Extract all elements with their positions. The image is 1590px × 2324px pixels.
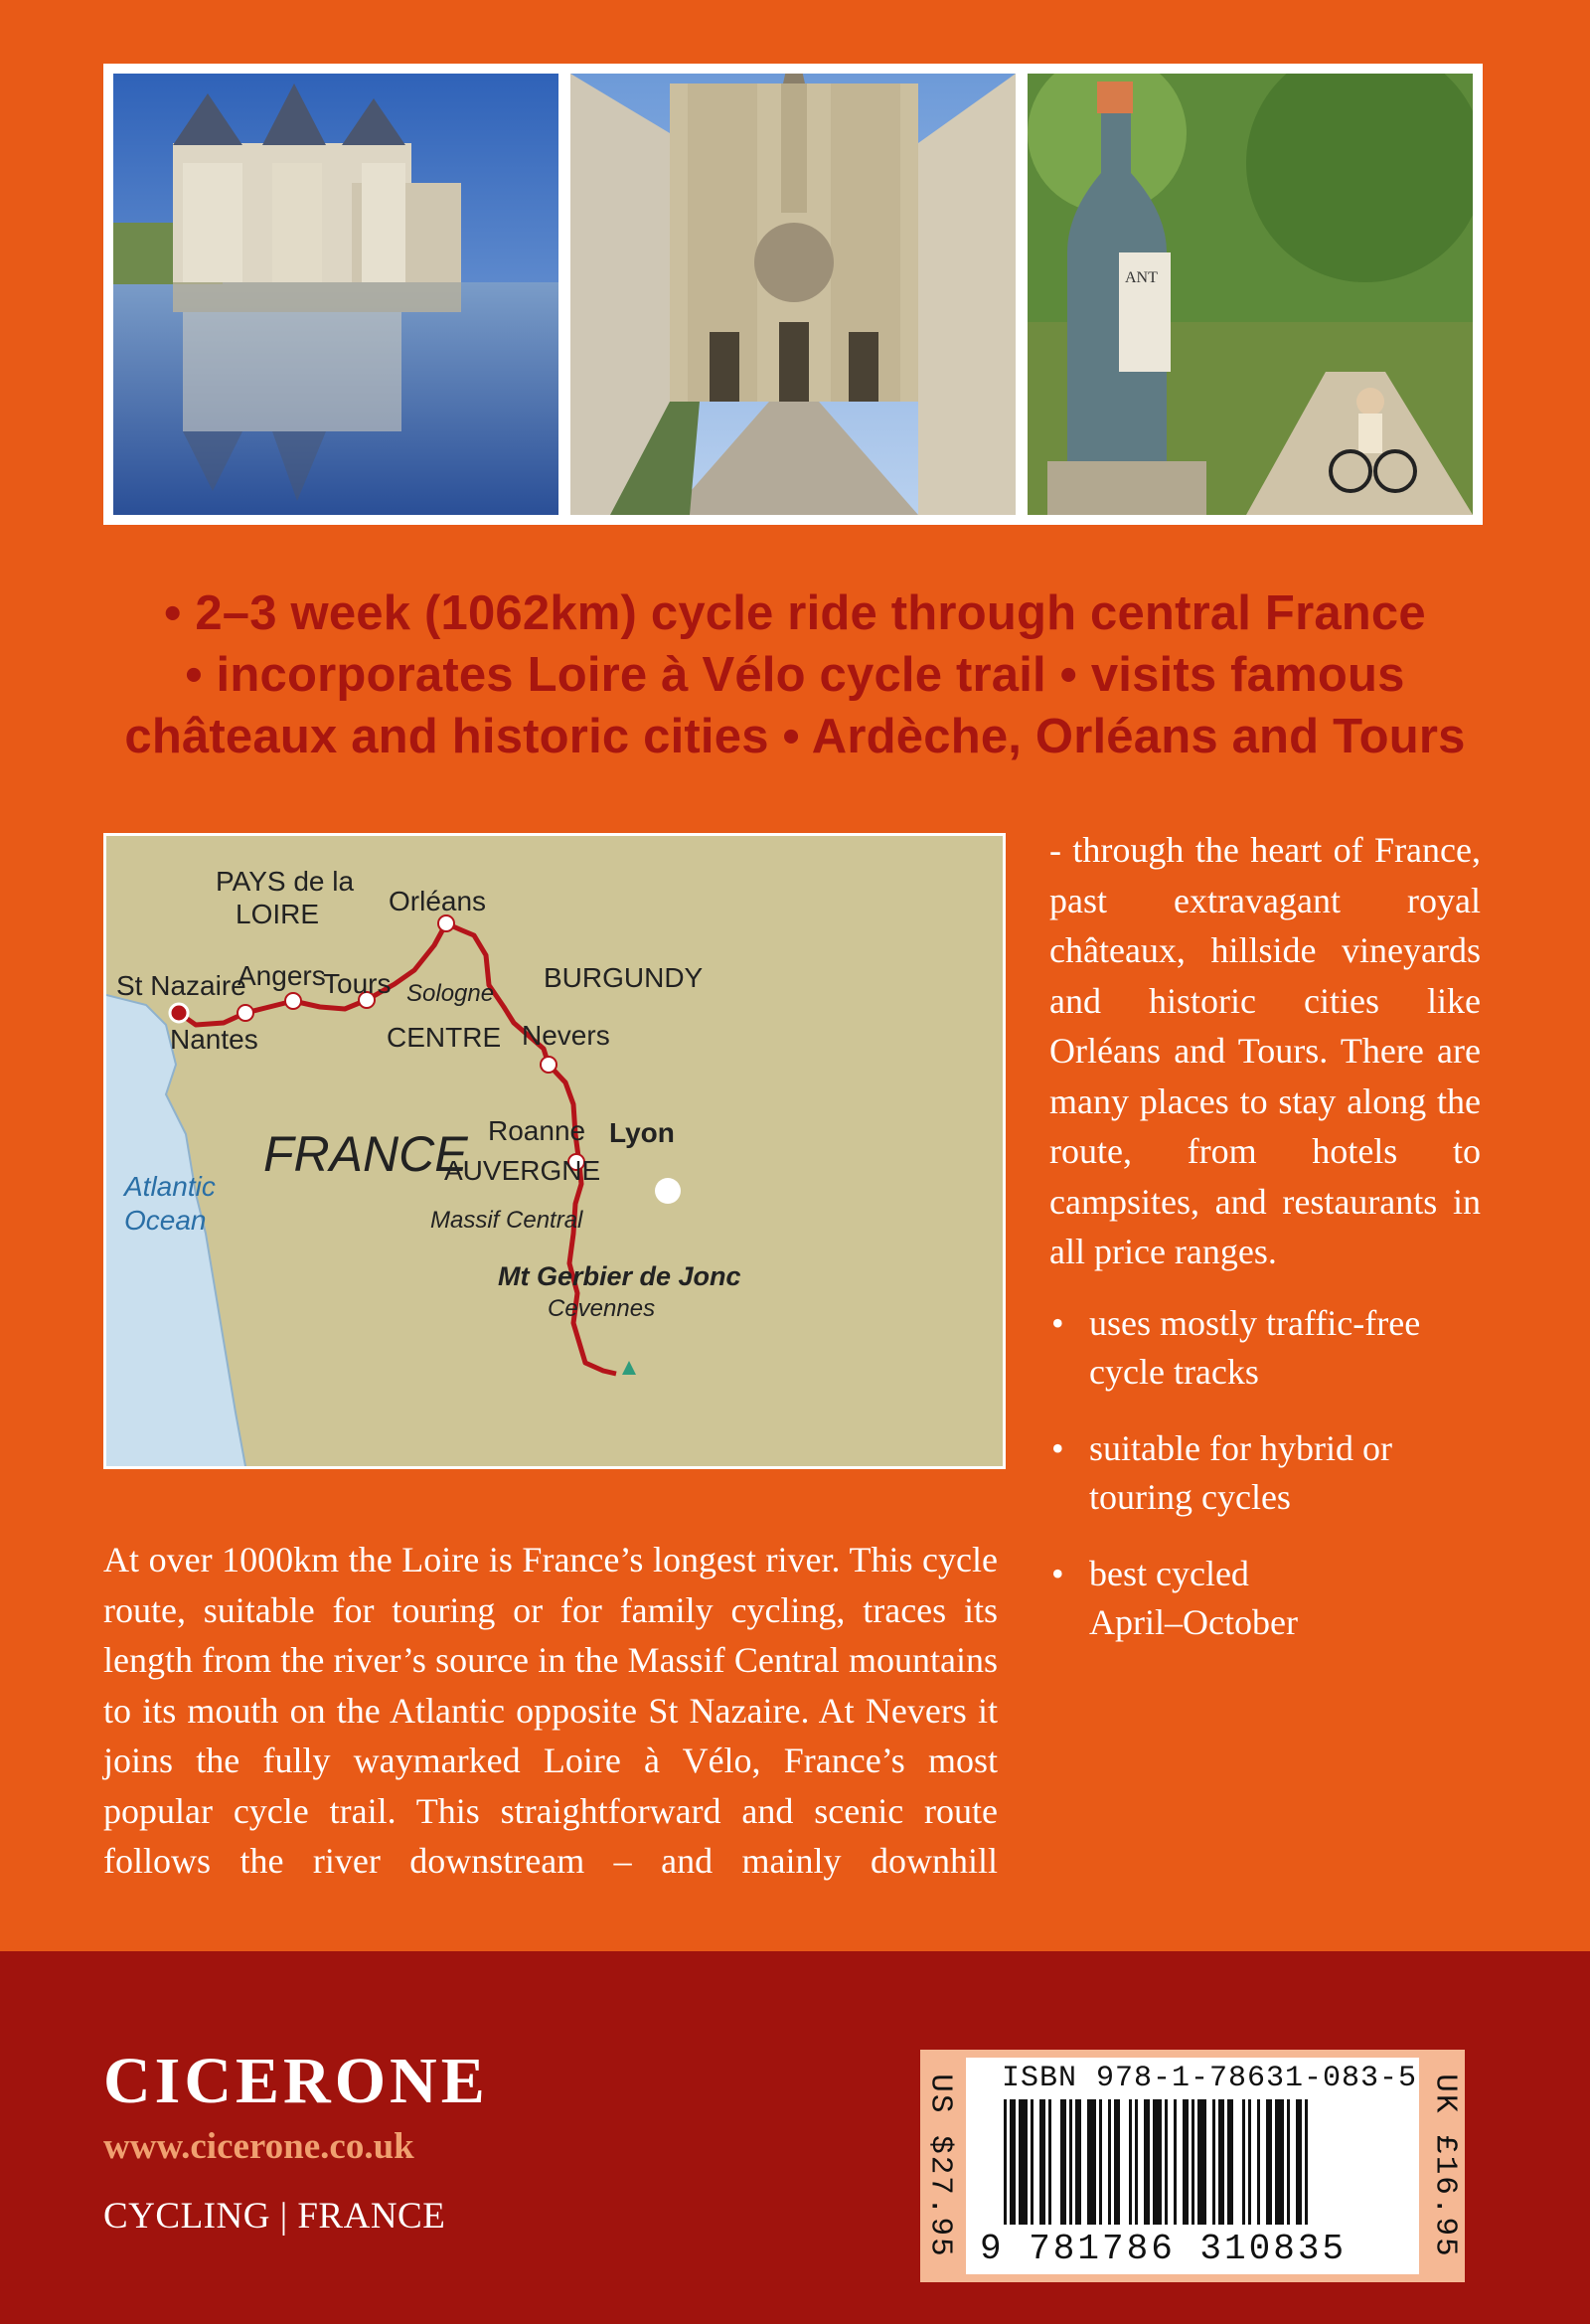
barcode-bar [1114,2099,1120,2225]
bottle-label-text: ANT [1125,269,1158,286]
bullet-icon: • [1051,1553,1064,1593]
feature-list [1049,1299,1481,1647]
barcode-bars [1004,2099,1405,2225]
map-label-cevennes: Cevennes [548,1295,656,1322]
barcode-bar [1075,2099,1081,2225]
description: At over 1000km the Loire is France’s longest river. This cycle route, suitable for touring or for family cycling, traces its length from the river’s source in the Massif Central mountains to its mouth on the Atlantic opposite St Nazaire. At Nevers it joins the fully waymarked Loire à Vélo, France’s most popular cycle trail. This straightforward and scenic route follows the river downstream – and mainly downhill [103,1540,998,1881]
route-map [103,833,1006,1469]
barcode-bar [1135,2099,1138,2225]
barcode-bar [1287,2099,1290,2225]
map-label-lyon: Lyon [609,1117,675,1148]
price-us-text: US $27.95 [922,2074,958,2258]
map-label-angers: Angers [238,960,326,991]
ean-text: 9 781786 310835 [980,2229,1348,2269]
footer-divider [0,1943,1590,1951]
barcode-bar [1227,2099,1233,2225]
category-label: CYCLING | FRANCE [103,2196,446,2237]
barcode-bar [1266,2099,1272,2225]
barcode-bar [1248,2099,1251,2225]
barcode-bar [1031,2099,1034,2225]
barcode-bar [1129,2099,1132,2225]
map-label-nantes: Nantes [170,1024,258,1055]
nevers-marker [541,1057,556,1073]
bullet-icon: • [1051,1427,1064,1468]
feature-text: uses mostly traffic-free [1089,1302,1421,1343]
map-label-pays: PAYS de la [216,866,355,897]
map-label-roanne: Roanne [488,1115,586,1146]
map-label-ocean: Ocean [124,1205,207,1236]
barcode-bar [1296,2099,1302,2225]
barcode-bar [1218,2099,1224,2225]
map-label-loire: LOIRE [236,899,320,929]
feature-item [1049,1299,1481,1397]
chateau-photo [113,74,558,515]
barcode-bar [1153,2099,1162,2225]
barcode-bar [1087,2099,1096,2225]
barcode-bar [1069,2099,1072,2225]
barcode-bar [1010,2099,1016,2225]
map-label-atlantic: Atlantic [124,1171,216,1202]
highlight-line: • incorporates Loire à Vélo cycle trail • visits famous [185,648,1405,702]
barcode-bar [1099,2099,1102,2225]
feature-text: cycle tracks [1089,1351,1259,1392]
wine-bottle-photo [1028,74,1473,515]
logo-text: CICERONE [103,2045,489,2112]
publisher-url[interactable]: www.cicerone.co.uk [103,2126,414,2167]
map-label-france: FRANCE [263,1126,468,1182]
map-label-st-nazaire: St Nazaire [116,970,246,1001]
map-label-centre: CENTRE [387,1022,502,1053]
barcode-bar [1197,2099,1206,2225]
barcode-bar [1004,2099,1007,2225]
highlight-line: • 2–3 week (1062km) cycle ride through central France [164,586,1426,640]
feature-text: suitable for hybrid or [1089,1427,1392,1468]
feature-text: touring cycles [1089,1476,1291,1517]
cathedral-photo [570,74,1016,515]
feature-item [1049,1550,1481,1647]
angers-marker [285,993,301,1009]
lyon-marker [655,1178,681,1204]
barcode-bar [1039,2099,1045,2225]
right-column [1049,825,1481,1675]
st-nazaire-marker [170,1004,188,1022]
map-label-massif: Massif Central [430,1207,583,1234]
barcode-bar [1192,2099,1194,2225]
intro-continued: - through the heart of France, past extravagant royal châteaux, hillside vineyards and historic cities like Orléans and Tours. There are many places to stay along the route, from hotels to campsites, and restaurants in all price ranges. [1049,830,1481,1271]
map-label-sologne: Sologne [406,980,495,1007]
barcode-bar [1060,2099,1066,2225]
barcode-bar [1144,2099,1150,2225]
bullet-icon: • [1051,1302,1064,1343]
map-label-gerbier: Mt Gerbier de Jonc [498,1261,741,1291]
barcode-bar [1174,2099,1177,2225]
map-label-auvergne: AUVERGNE [444,1155,601,1186]
price-uk [1425,2050,1465,2282]
map-label-tours: Tours [323,968,392,999]
barcode-bar [1019,2099,1028,2225]
barcode-bar [1305,2099,1308,2225]
barcode-bar [1108,2099,1111,2225]
map-label-orleans: Orléans [389,886,487,916]
barcode-bar [1165,2099,1168,2225]
nantes-marker [238,1005,253,1021]
highlights [60,582,1530,767]
feature-text: April–October [1089,1601,1298,1642]
feature-text: best cycled [1089,1553,1249,1593]
barcode-bar [1183,2099,1189,2225]
orleans-marker [438,915,454,931]
photo-strip [103,64,1483,525]
barcode-bar [1257,2099,1260,2225]
isbn-text: ISBN 978-1-78631-083-5 [1002,2062,1418,2095]
map-label-burgundy: BURGUNDY [544,962,704,993]
barcode-bar [1242,2099,1245,2225]
feature-item [1049,1424,1481,1522]
price-uk-text: UK £16.95 [1427,2074,1463,2258]
map-label-nevers: Nevers [522,1020,610,1051]
barcode-bar [1275,2099,1284,2225]
barcode-bar [1212,2099,1215,2225]
highlight-line: châteaux and historic cities • Ardèche, Orléans and Tours [124,710,1466,763]
price-us [920,2050,960,2282]
map-land [106,836,1003,1466]
barcode-bar [1048,2099,1051,2225]
cicerone-logo [103,2043,521,2112]
